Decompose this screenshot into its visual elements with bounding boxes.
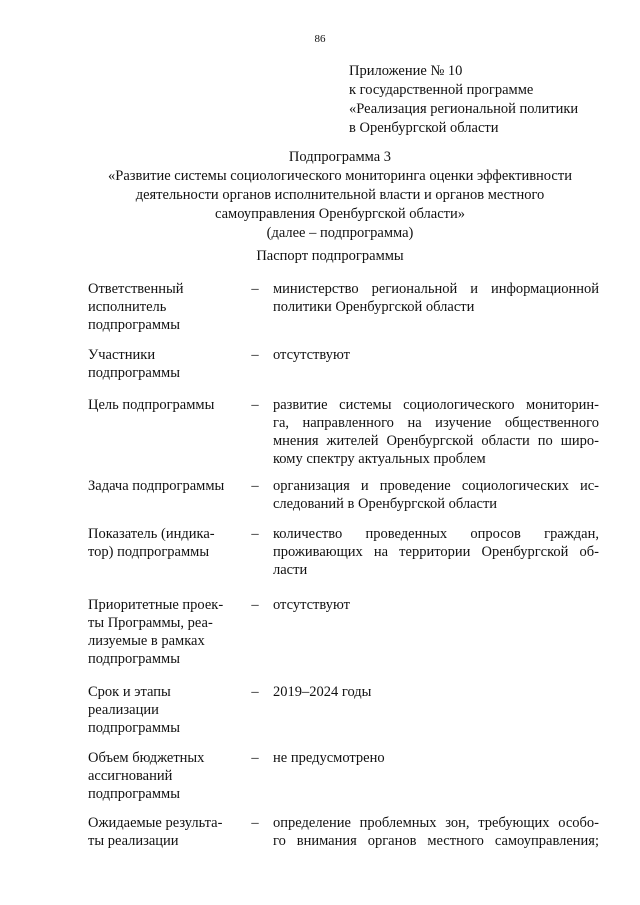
value-line: 2019–2024 годы	[273, 684, 372, 700]
passport-heading: Паспорт подпрограммы	[256, 248, 404, 264]
row-value	[273, 396, 599, 468]
label-line: лизуемые в рамках	[88, 633, 205, 649]
title-line: (далее – подпрограмма)	[266, 225, 414, 241]
value-line: ласти	[273, 562, 308, 578]
row-value	[273, 683, 599, 701]
label-line: ты Программы, реа-	[88, 615, 213, 631]
row-value	[273, 477, 599, 513]
appendix-line: Приложение № 10	[349, 63, 463, 79]
row-dash: –	[251, 750, 259, 766]
row-label	[88, 396, 238, 414]
value-line: организация и проведение социологических ис-	[273, 478, 599, 494]
value-line: го внимания органов местного самоуправления;	[273, 833, 599, 849]
row-label	[88, 814, 238, 850]
row-label	[88, 280, 238, 334]
row-dash: –	[251, 526, 259, 542]
label-line: исполнитель	[88, 299, 167, 315]
label-line: подпрограммы	[88, 786, 180, 802]
page-number: 86	[314, 33, 326, 45]
appendix-line: в Оренбургской области	[349, 120, 499, 136]
label-line: Задача подпрограммы	[88, 478, 225, 494]
label-line: ассигнований	[88, 768, 173, 784]
appendix-line: к государственной программе	[349, 82, 534, 98]
value-line: количество проведенных опросов граждан,	[273, 526, 599, 542]
row-value	[273, 749, 599, 767]
title-line: деятельности органов исполнительной власти и органов местного	[135, 187, 545, 203]
label-line: подпрограммы	[88, 720, 180, 736]
value-line: следований в Оренбургской области	[273, 496, 498, 512]
value-line: политики Оренбургской области	[273, 299, 475, 315]
value-line: проживающих на территории Оренбургской об-	[273, 544, 599, 560]
appendix-header	[349, 62, 629, 138]
row-value	[273, 346, 599, 364]
title-line: «Развитие системы социологического мониторинга оценки эффективности	[108, 168, 572, 184]
label-line: подпрограммы	[88, 317, 180, 333]
label-line: реализации	[88, 702, 159, 718]
row-label	[88, 525, 238, 561]
row-label	[88, 596, 238, 668]
value-line: развитие системы социологического мониторин-	[273, 397, 599, 413]
label-line: Срок и этапы	[88, 684, 171, 700]
value-line: не предусмотрено	[273, 750, 385, 766]
value-line: кому спектру актуальных проблем	[273, 451, 486, 467]
row-dash: –	[251, 347, 259, 363]
value-line: министерство региональной и информационной	[273, 281, 599, 297]
title-line: самоуправления Оренбургской области»	[214, 206, 466, 222]
label-line: ты реализации	[88, 833, 179, 849]
row-dash: –	[251, 281, 259, 297]
row-dash: –	[251, 597, 259, 613]
value-line: га, направленного на изучение общественного	[273, 415, 599, 431]
row-value	[273, 525, 599, 579]
row-dash: –	[251, 478, 259, 494]
label-line: Цель подпрограммы	[88, 397, 215, 413]
row-value	[273, 814, 599, 850]
value-line: отсутствуют	[273, 597, 350, 613]
label-line: Приоритетные проек-	[88, 597, 224, 613]
label-line: Объем бюджетных	[88, 750, 205, 766]
value-line: мнения жителей Оренбургской области по широ-	[273, 433, 599, 449]
label-line: Ожидаемые результа-	[88, 815, 223, 831]
row-label	[88, 477, 238, 495]
row-value	[273, 596, 599, 614]
row-value	[273, 280, 599, 316]
label-line: подпрограммы	[88, 651, 180, 667]
row-dash: –	[251, 397, 259, 413]
label-line: тор) подпрограммы	[88, 544, 210, 560]
row-label	[88, 749, 238, 803]
row-label	[88, 346, 238, 382]
row-label	[88, 683, 238, 737]
label-line: Участники	[88, 347, 156, 363]
value-line: определение проблемных зон, требующих особо-	[273, 815, 599, 831]
appendix-line: «Реализация региональной политики	[349, 101, 579, 117]
row-dash: –	[251, 815, 259, 831]
label-line: Показатель (индика-	[88, 526, 215, 542]
subprogram-title	[60, 148, 620, 243]
value-line: отсутствуют	[273, 347, 350, 363]
title-line: Подпрограмма 3	[288, 149, 392, 165]
label-line: Ответственный	[88, 281, 184, 297]
row-dash: –	[251, 684, 259, 700]
label-line: подпрограммы	[88, 365, 180, 381]
